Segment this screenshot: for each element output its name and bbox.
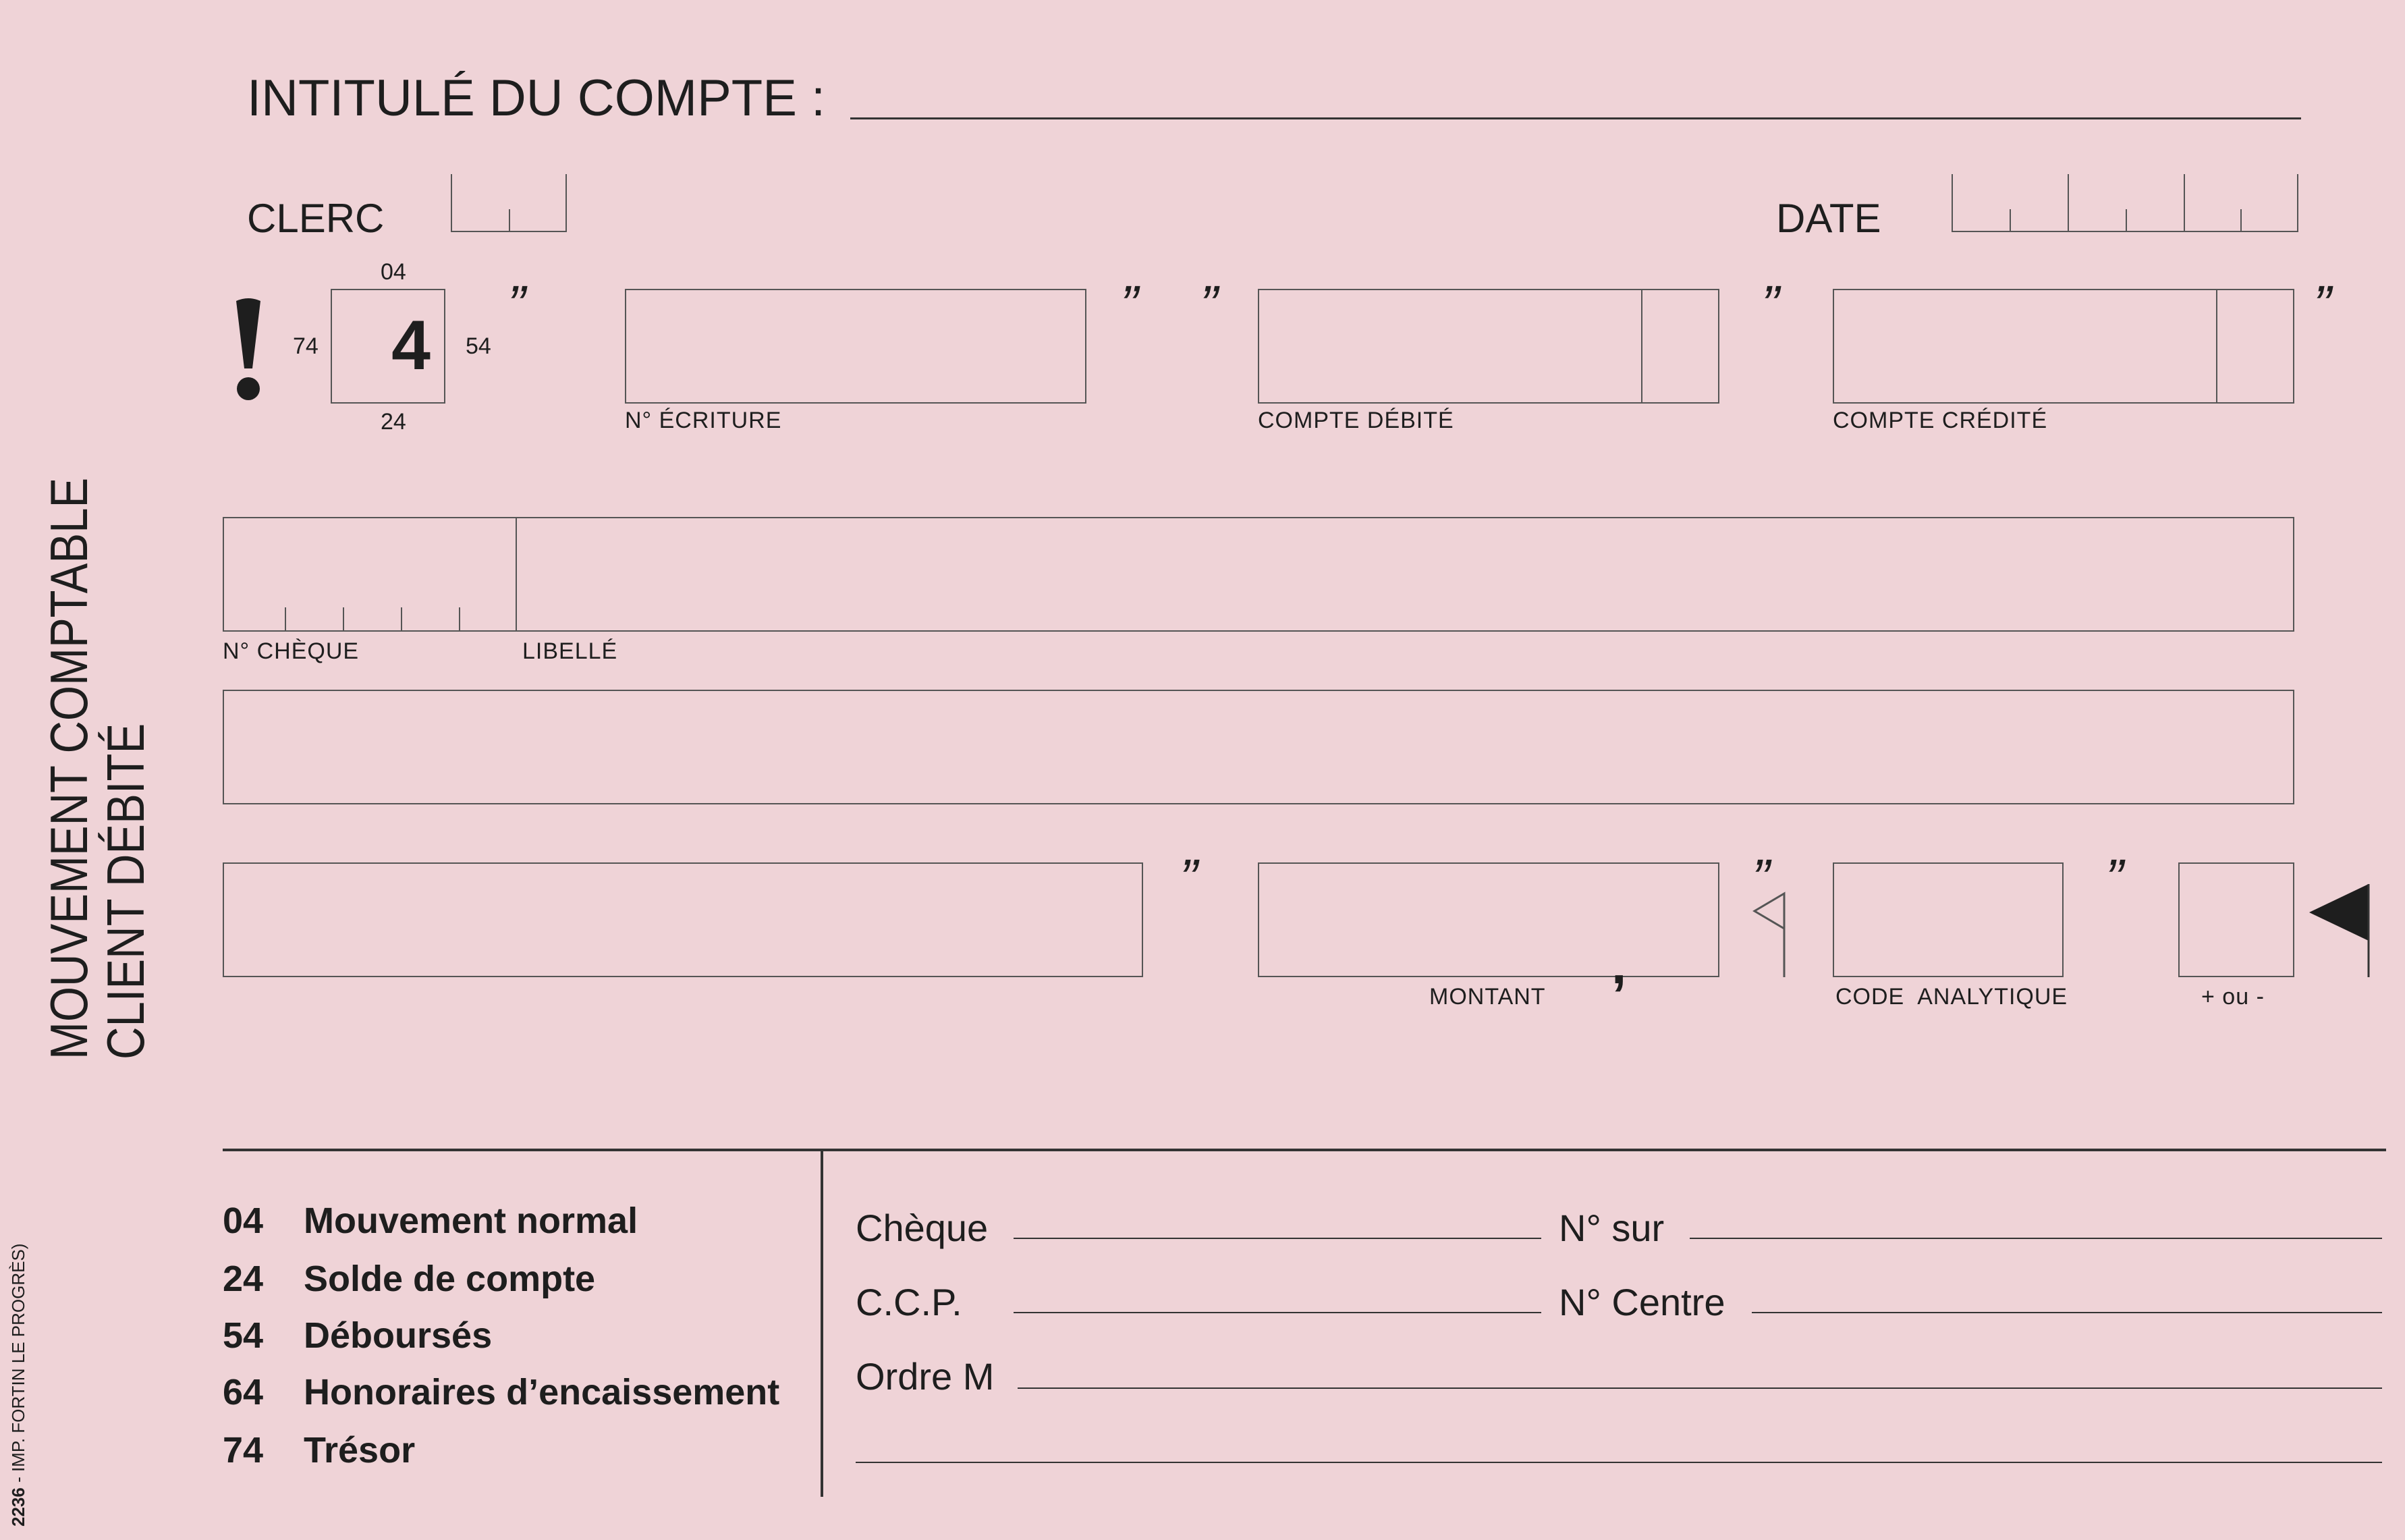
compte-debite-label: COMPTE DÉBITÉ [1258, 408, 1454, 433]
code-analytique-field[interactable] [1833, 862, 2064, 977]
ccp-label: C.C.P. [856, 1281, 962, 1323]
account-title-field[interactable] [850, 117, 2301, 119]
legend-item [223, 1261, 595, 1297]
side-title-line2: CLIENT DÉBITÉ [96, 723, 155, 1060]
legend-code: 54 [223, 1315, 264, 1356]
legend-text: Trésor [304, 1430, 416, 1470]
n-sur-line[interactable] [1690, 1238, 2382, 1239]
extra-line[interactable] [856, 1462, 2382, 1463]
account-title-label: INTITULÉ DU COMPTE : [247, 70, 826, 127]
legend-code: 74 [223, 1430, 264, 1470]
code-top-label: 04 [381, 259, 406, 285]
ecriture-label: N° ÉCRITURE [625, 408, 782, 433]
separator-mark: ” [1180, 848, 1198, 908]
separator-mark: ” [2313, 275, 2331, 335]
separator-mark: ” [1761, 275, 1779, 335]
code-right-label: 54 [466, 333, 491, 359]
ordre-line[interactable] [1018, 1387, 2382, 1389]
compte-credite-field[interactable] [1833, 289, 2294, 404]
code-analytique-label: CODE ANALYTIQUE [1835, 984, 2068, 1010]
ecriture-field[interactable] [625, 289, 1086, 404]
exclamation-icon [229, 296, 267, 404]
code-selector-box[interactable] [331, 289, 445, 404]
cheque-label: Chèque [856, 1207, 989, 1249]
libelle-label: LIBELLÉ [522, 638, 618, 664]
legend-item [223, 1432, 415, 1468]
flag-outline-icon [1750, 891, 1788, 979]
clerc-field[interactable] [451, 174, 567, 232]
separator-mark: ” [1752, 848, 1770, 908]
side-title [40, 479, 154, 1060]
section-divider [223, 1149, 2386, 1151]
legend-text: Déboursés [304, 1315, 493, 1356]
n-centre-line[interactable] [1752, 1312, 2382, 1313]
separator-mark: ” [507, 275, 526, 335]
printer-number: 2236 [8, 1487, 28, 1527]
legend-code: 64 [223, 1372, 264, 1412]
separator-mark: ” [2105, 848, 2124, 908]
legend-code: 24 [223, 1259, 264, 1299]
legend-item [223, 1203, 638, 1239]
n-sur-label: N° sur [1559, 1207, 1665, 1249]
montant-label: MONTANT [1429, 984, 1546, 1010]
sign-field[interactable] [2178, 862, 2294, 977]
ordre-label: Ordre M [856, 1355, 995, 1398]
libelle-continuation-field[interactable] [223, 690, 2294, 804]
ccp-line[interactable] [1014, 1312, 1541, 1313]
flag-filled-icon [2306, 881, 2371, 979]
legend-text: Solde de compte [304, 1259, 596, 1299]
compte-debite-field[interactable] [1258, 289, 1719, 404]
legend-item [223, 1317, 492, 1354]
legend-text: Honoraires d’encaissement [304, 1372, 780, 1412]
printer-name: - IMP. FORTIN LE PROGRÈS) [8, 1243, 28, 1488]
legend-item [223, 1374, 779, 1410]
printer-imprint [8, 1244, 28, 1527]
code-left-label: 74 [293, 333, 319, 359]
blank-field[interactable] [223, 862, 1143, 977]
date-field[interactable] [1952, 174, 2298, 232]
legend-text: Mouvement normal [304, 1201, 638, 1241]
legend-code: 04 [223, 1201, 264, 1241]
cheque-number-label: N° CHÈQUE [223, 638, 360, 664]
code-bottom-label: 24 [381, 409, 406, 435]
code-selector-value: 4 [391, 306, 431, 385]
date-label: DATE [1776, 196, 1881, 241]
cheque-line[interactable] [1014, 1238, 1541, 1239]
column-divider [821, 1150, 823, 1497]
compte-credite-label: COMPTE CRÉDITÉ [1833, 408, 2048, 433]
clerc-label: CLERC [247, 196, 385, 241]
side-title-line1: MOUVEMENT COMPTABLE [39, 477, 99, 1060]
separator-mark: ” [1120, 275, 1138, 335]
montant-field[interactable] [1258, 862, 1719, 977]
sign-label: + ou - [2201, 984, 2265, 1010]
cheque-libelle-field[interactable] [223, 517, 2294, 632]
separator-mark: ” [1200, 275, 1218, 335]
decimal-comma: , [1611, 935, 1627, 995]
n-centre-label: N° Centre [1559, 1281, 1725, 1323]
